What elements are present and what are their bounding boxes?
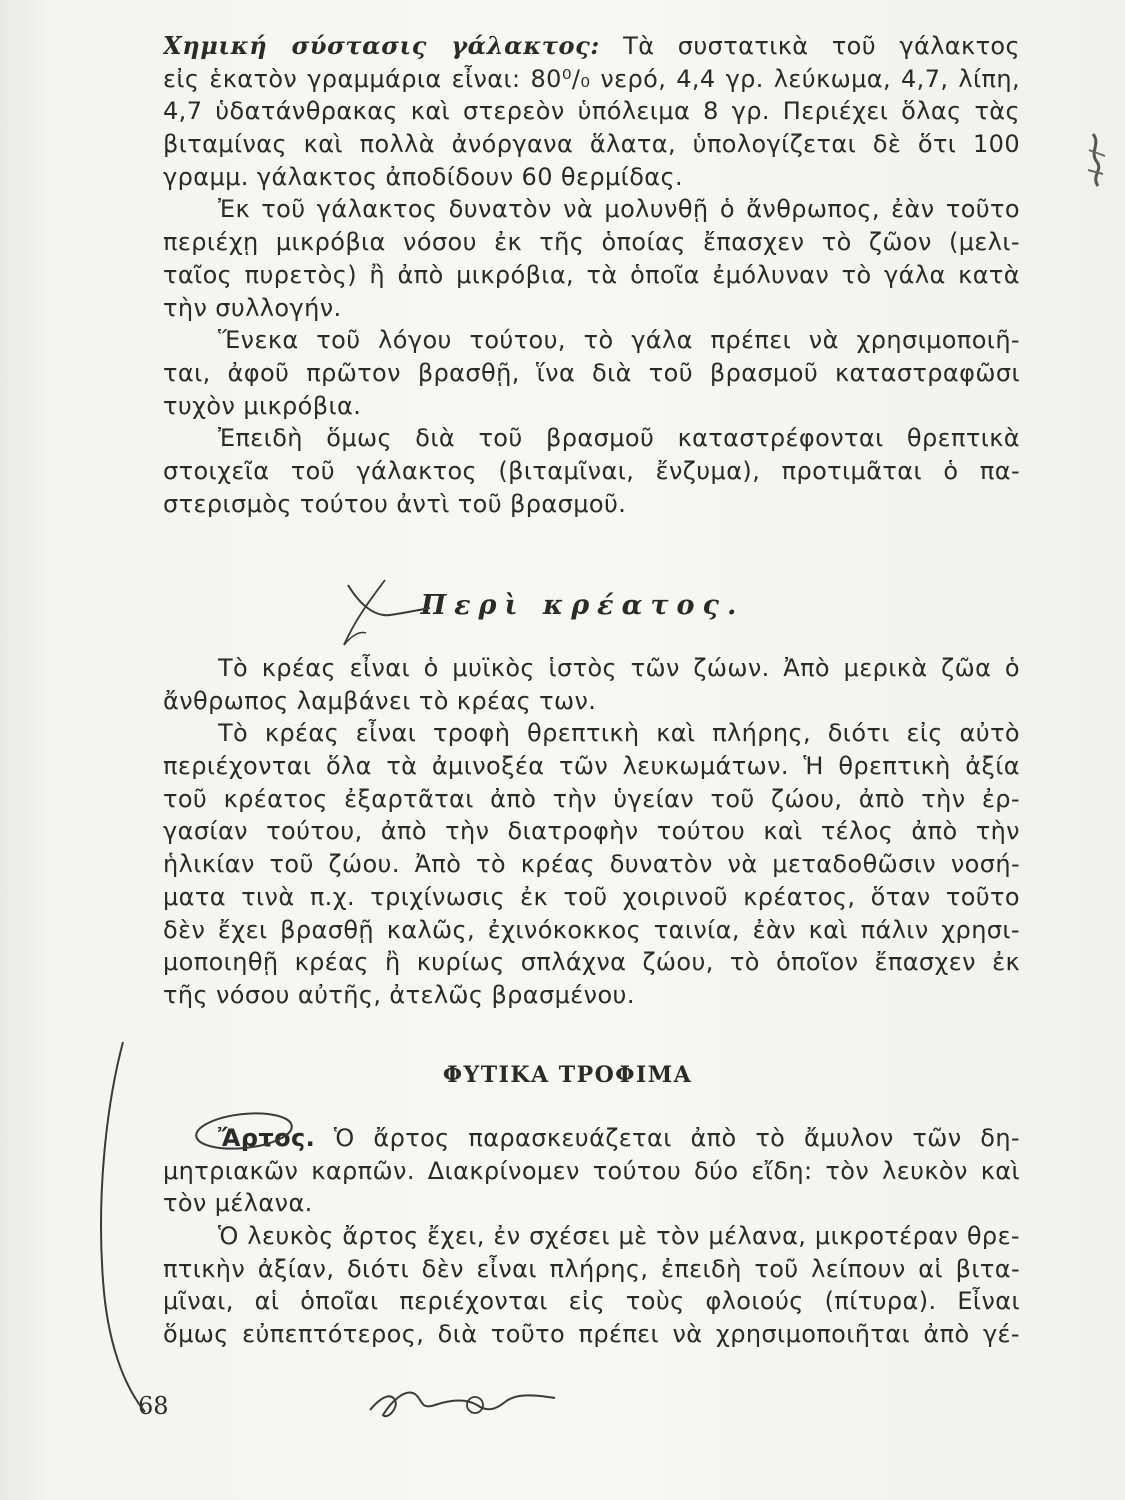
text-line: ταῖος πυρετὸς) ἢ ἀπὸ μικρόβια, τὰ ὁποῖα ἐμόλυναν τὸ γάλα κατὰ	[163, 260, 1020, 289]
text-line: τυχὸν μικρόβια.	[163, 391, 362, 420]
milk-composition-title: Χημική σύστασις γάλακτος:	[163, 31, 600, 60]
handwritten-signature-icon	[365, 1380, 565, 1430]
text-line: περιέχῃ μικρόβια νόσου ἐκ τῆς ὁποίας ἔπασχεν τὸ ζῶον (μελι-	[163, 228, 1020, 257]
circled-word-icon	[192, 1108, 304, 1154]
text-line: ται, ἀφοῦ πρῶτον βρασθῇ, ἵνα διὰ τοῦ βρασμοῦ καταστραφῶσι	[163, 358, 1020, 387]
text-line: περιέχονται ὅλα τὰ ἀμινοξέα τῶν λευκωμάτων. Ἡ θρεπτικὴ ἀξία	[163, 752, 1020, 781]
bread-section	[163, 1122, 1020, 1351]
text-line: 4,7 ὑδατάνθρακας καὶ στερεὸν ὑπόλειμα 8 γρ. Περιέχει ὅλας τὰς	[163, 97, 1020, 126]
pen-check-mark-icon	[330, 575, 440, 655]
margin-ink-mark-icon	[1083, 130, 1113, 190]
text-line: Ἐκ τοῦ γάλακτος δυνατὸν νὰ μολυνθῇ ὁ ἄνθρωπος, ἐὰν τοῦτο	[218, 195, 1020, 224]
text-line: γραμμ. γάλακτος ἀποδίδουν 60 θερμίδας.	[163, 162, 684, 191]
text-line	[163, 30, 1020, 63]
text-line: μῖναι, αἱ ὁποῖαι περιέχονται εἰς τοὺς φλοιούς (πίτυρα). Εἶναι	[163, 1287, 1020, 1316]
text-line: Ἐπειδὴ ὅμως διὰ τοῦ βρασμοῦ καταστρέφονται θρεπτικὰ	[218, 424, 1020, 453]
text-line: ἡλικίαν τοῦ ζώου. Ἀπὸ τὸ κρέας δυνατὸν νὰ μεταδοθῶσιν νοσή-	[163, 850, 1020, 879]
text-line: Τὸ κρέας εἶναι ὁ μυϊκὸς ἱστὸς τῶν ζώων. Ἀπὸ μερικὰ ζῶα ὁ	[218, 654, 1020, 682]
text-line: βιταμίνας καὶ πολλὰ ἀνόργανα ἅλατα, ὑπολογίζεται δὲ ὅτι 100	[163, 130, 1020, 159]
margin-bracket-icon	[95, 1040, 155, 1420]
text-span: Ὁ ἄρτος παρασκευάζεται ἀπὸ τὸ ἄμυλον τῶν δη-	[333, 1124, 1020, 1152]
text-line: Ἕνεκα τοῦ λόγου τούτου, τὸ γάλα πρέπει νὰ χρησιμοποιῆ-	[218, 326, 1020, 355]
bread-title: Ἄρτος.	[218, 1124, 316, 1152]
text-line: στερισμὸς τούτου ἀντὶ τοῦ βρασμοῦ.	[163, 489, 627, 518]
text-line: τὸν μέλανα.	[163, 1189, 313, 1218]
text-line: πτικὴν ἀξίαν, διότι δὲν εἶναι πλήρης, ἐπειδὴ τοῦ λείπουν αἱ βιτα-	[163, 1254, 1020, 1283]
text-line: στοιχεῖα τοῦ γάλακτος (βιταμῖναι, ἔνζυμα), προτιμᾶται ὁ πα-	[163, 456, 1020, 485]
milk-composition-section	[163, 30, 1020, 520]
page-number: 68	[138, 1392, 169, 1420]
text-line: εἰς ἑκατὸν γραμμάρια εἶναι: 80⁰/₀ νερό, 4,4 γρ. λεύκωμα, 4,7, λίπη,	[163, 64, 1020, 93]
text-line: ἄνθρωπος λαμβάνει τὸ κρέας των.	[163, 686, 597, 715]
text-span: Τὰ συστατικὰ τοῦ γάλακτος	[623, 32, 1020, 60]
text-line: ματα τινὰ π.χ. τριχίνωσις ἐκ τοῦ χοιρινοῦ κρέατος, ὅταν τοῦτο	[163, 882, 1020, 911]
text-line: Ὁ λευκὸς ἄρτος ἔχει, ἐν σχέσει μὲ τὸν μέλανα, μικροτέραν θρε-	[218, 1222, 1020, 1251]
meat-section-title: Περὶ κρέατος.	[420, 590, 745, 621]
text-line: ὅμως εὐπεπτότερος, διὰ τοῦτο πρέπει νὰ χρησιμοποιῆται ἀπὸ γέ-	[163, 1320, 1020, 1349]
text-line: μοποιηθῇ κρέας ἢ κυρίως σπλάχνα ζώου, τὸ ὁποῖον ἔπασχεν ἐκ	[163, 948, 1020, 977]
text-line: δὲν ἔχει βρασθῇ καλῶς, ἐχινόκοκκος ταινία, ἐὰν καὶ πάλιν χρησι-	[163, 915, 1020, 944]
text-line: τὴν συλλογήν.	[163, 293, 342, 322]
plant-foods-title: ΦΥΤΙΚΑ ΤΡΟΦΙΜΑ	[442, 1062, 693, 1088]
meat-section	[163, 652, 1020, 1012]
text-line: μητριακῶν καρπῶν. Διακρίνομεν τούτου δύο εἴδη: τὸν λευκὸν καὶ	[163, 1156, 1020, 1185]
text-line: τῆς νόσου αὐτῆς, ἀτελῶς βρασμένου.	[163, 980, 635, 1009]
text-line: γασίαν τούτου, ἀπὸ τὴν διατροφὴν τούτου καὶ τέλος ἀπὸ τὴν	[163, 817, 1020, 846]
text-line: τοῦ κρέατος ἐξαρτᾶται ἀπὸ τὴν ὑγείαν τοῦ ζώου, ἀπὸ τὴν ἐρ-	[163, 784, 1020, 813]
text-line: Τὸ κρέας εἶναι τροφὴ θρεπτικὴ καὶ πλήρης, διότι εἰς αὐτὸ	[218, 719, 1020, 748]
